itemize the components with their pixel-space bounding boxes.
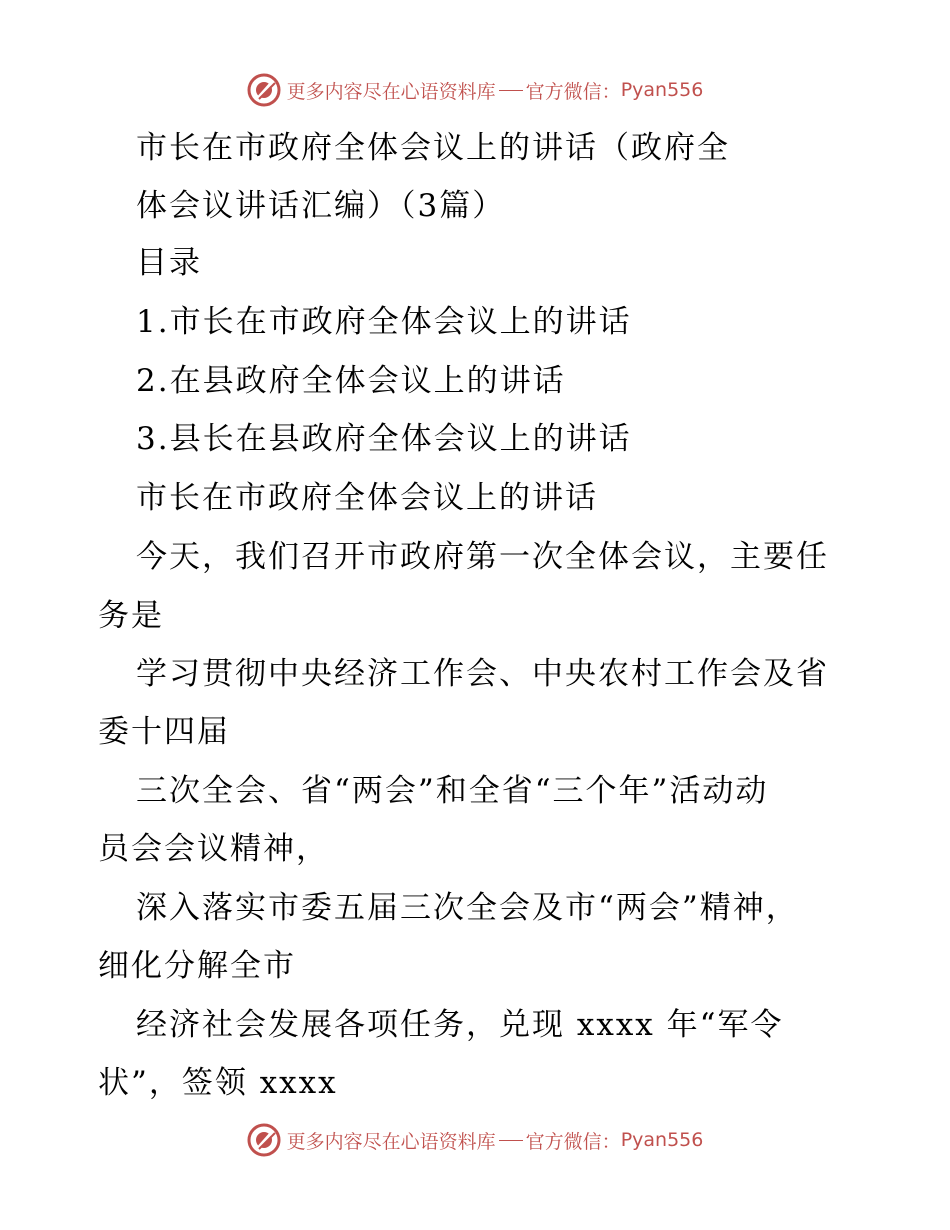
body-paragraph-line: 深入落实市委五届三次全会及市“两会”精神， <box>136 890 799 926</box>
toc-item: 3.县长在县政府全体会议上的讲话 <box>136 421 632 457</box>
section-title: 市长在市政府全体会议上的讲话 <box>136 480 598 516</box>
brand-logo-icon <box>247 73 281 107</box>
body-paragraph-line: 今天，我们召开市政府第一次全体会议，主要任 <box>136 539 829 575</box>
body-paragraph-line: 务是 <box>98 598 164 634</box>
banner-wechat-label: 官方微信： <box>525 1130 621 1153</box>
banner-dash <box>499 1140 523 1141</box>
header-banner <box>0 70 950 110</box>
banner-dash <box>499 90 523 91</box>
body-paragraph-line: 状”，签领 xxxx <box>98 1065 338 1101</box>
body-paragraph-line: 细化分解全市 <box>98 948 296 984</box>
banner-account: Pyan556 <box>620 1129 704 1151</box>
footer-banner <box>0 1120 950 1160</box>
toc-item: 2.在县政府全体会议上的讲话 <box>136 363 566 399</box>
toc-heading: 目录 <box>136 245 202 281</box>
banner-promo-text: 更多内容尽在心语资料库 <box>286 80 496 103</box>
document-title-line-1: 市长在市政府全体会议上的讲话（政府全 <box>136 130 730 166</box>
banner-wechat-label: 官方微信： <box>525 80 621 103</box>
body-paragraph-line: 三次全会、省“两会”和全省“三个年”活动动 <box>136 773 769 809</box>
banner-account: Pyan556 <box>620 79 704 101</box>
document-title-line-2: 体会议讲话汇编）（3篇） <box>136 188 506 224</box>
brand-logo-icon <box>247 1123 281 1157</box>
toc-item: 1.市长在市政府全体会议上的讲话 <box>136 304 632 340</box>
body-paragraph-line: 员会会议精神， <box>98 831 329 867</box>
body-paragraph-line: 学习贯彻中央经济工作会、中央农村工作会及省 <box>136 656 829 692</box>
body-paragraph-line: 委十四届 <box>98 714 230 750</box>
body-paragraph-line: 经济社会发展各项任务，兑现 xxxx 年“军令 <box>136 1007 784 1043</box>
banner-promo-text: 更多内容尽在心语资料库 <box>286 1130 496 1153</box>
